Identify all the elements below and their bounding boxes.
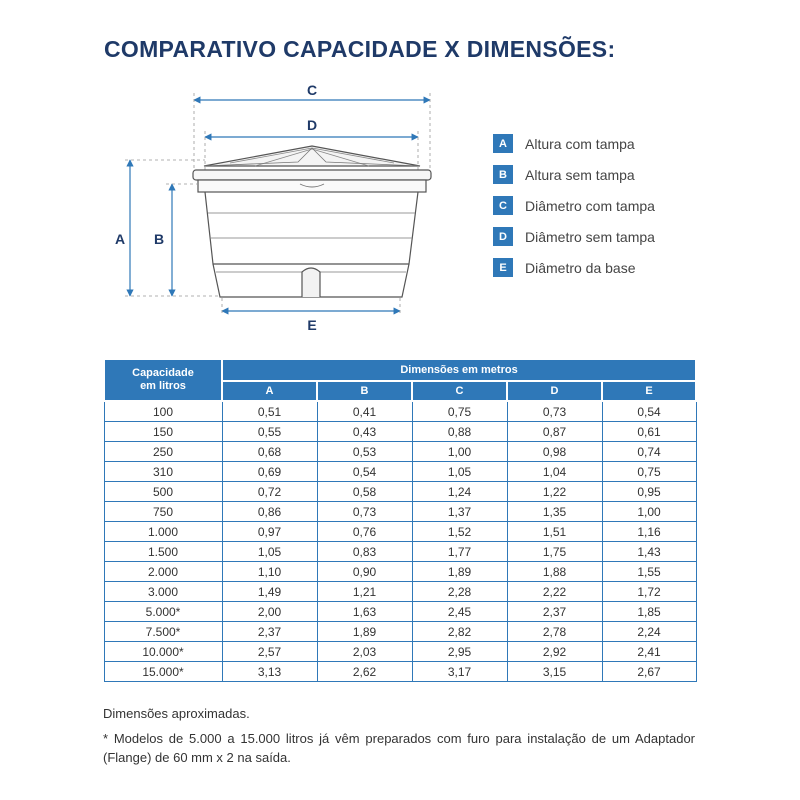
- table-row: [104, 522, 696, 542]
- dimension-cell-e: 0,61: [602, 422, 696, 442]
- capacity-cell: 750: [104, 502, 222, 522]
- legend-item-b: [493, 165, 655, 184]
- dimension-cell-a: 0,72: [222, 482, 317, 502]
- dimension-cell-e: 1,85: [602, 602, 696, 622]
- dimension-cell-d: 1,51: [507, 522, 602, 542]
- legend-text: Altura com tampa: [525, 135, 635, 152]
- legend-item-e: [493, 258, 655, 277]
- table-body: [104, 401, 696, 682]
- dimension-cell-d: 3,15: [507, 662, 602, 682]
- capacity-cell: 250: [104, 442, 222, 462]
- dimension-cell-c: 0,75: [412, 401, 507, 422]
- dimension-cell-d: 2,37: [507, 602, 602, 622]
- table-row: [104, 582, 696, 602]
- capacity-cell: 150: [104, 422, 222, 442]
- dimension-cell-b: 1,21: [317, 582, 412, 602]
- dimension-cell-e: 1,00: [602, 502, 696, 522]
- dimension-cell-d: 0,87: [507, 422, 602, 442]
- legend-letter: D: [493, 227, 513, 246]
- dimension-cell-e: 1,72: [602, 582, 696, 602]
- dimension-label-e: E: [307, 317, 317, 333]
- dimension-cell-c: 1,77: [412, 542, 507, 562]
- dimension-cell-b: 0,54: [317, 462, 412, 482]
- legend-letter: B: [493, 165, 513, 184]
- legend-item-c: [493, 196, 655, 215]
- dimension-cell-d: 1,04: [507, 462, 602, 482]
- dimension-cell-b: 1,89: [317, 622, 412, 642]
- dimension-cell-e: 1,43: [602, 542, 696, 562]
- capacity-cell: 100: [104, 401, 222, 422]
- dimension-cell-b: 0,76: [317, 522, 412, 542]
- dimension-cell-b: 0,73: [317, 502, 412, 522]
- table-row: [104, 502, 696, 522]
- dimension-label-d: D: [306, 117, 318, 133]
- capacity-cell: 310: [104, 462, 222, 482]
- capacity-cell: 7.500*: [104, 622, 222, 642]
- capacity-cell: 500: [104, 482, 222, 502]
- dimension-cell-c: 1,52: [412, 522, 507, 542]
- legend-text: Diâmetro da base: [525, 259, 636, 276]
- dimension-cell-a: 2,37: [222, 622, 317, 642]
- dimension-cell-b: 0,43: [317, 422, 412, 442]
- capacity-cell: 3.000: [104, 582, 222, 602]
- dimension-cell-e: 0,95: [602, 482, 696, 502]
- tank-drawing: [193, 146, 431, 297]
- dimension-cell-c: 0,88: [412, 422, 507, 442]
- legend-text: Diâmetro sem tampa: [525, 228, 655, 245]
- table-row: [104, 482, 696, 502]
- dimension-cell-c: 1,24: [412, 482, 507, 502]
- legend: [493, 134, 655, 289]
- dimension-cell-a: 0,55: [222, 422, 317, 442]
- dimension-cell-a: 0,51: [222, 401, 317, 422]
- dimension-cell-b: 0,53: [317, 442, 412, 462]
- approx-note: Dimensões aproximadas.: [103, 706, 250, 721]
- table-row: [104, 622, 696, 642]
- dimension-cell-c: 1,37: [412, 502, 507, 522]
- dimension-cell-a: 0,69: [222, 462, 317, 482]
- legend-item-d: [493, 227, 655, 246]
- column-header-e: E: [602, 381, 696, 401]
- dimension-cell-d: 0,73: [507, 401, 602, 422]
- dimension-cell-d: 1,22: [507, 482, 602, 502]
- dimension-cell-e: 0,75: [602, 462, 696, 482]
- models-note: * Modelos de 5.000 a 15.000 litros já vêm preparados com furo para instalação de um Adaptador (Flange) de 60 mm x 2 na saída.: [103, 731, 695, 765]
- dimension-cell-c: 2,82: [412, 622, 507, 642]
- dimension-cell-c: 1,89: [412, 562, 507, 582]
- capacity-cell: 10.000*: [104, 642, 222, 662]
- tank-diagram: [100, 75, 440, 340]
- dimension-cell-d: 2,78: [507, 622, 602, 642]
- column-header-a: A: [222, 381, 317, 401]
- dimension-cell-b: 0,83: [317, 542, 412, 562]
- table-row: [104, 422, 696, 442]
- table-row: [104, 442, 696, 462]
- legend-text: Diâmetro com tampa: [525, 197, 655, 214]
- column-header-d: D: [507, 381, 602, 401]
- capacity-header-text: Capacidade em litros: [132, 367, 194, 392]
- capacity-header: [104, 359, 222, 401]
- capacity-cell: 5.000*: [104, 602, 222, 622]
- dimension-cell-a: 0,86: [222, 502, 317, 522]
- dimension-cell-d: 1,88: [507, 562, 602, 582]
- page-title: COMPARATIVO CAPACIDADE X DIMENSÕES:: [104, 36, 616, 62]
- legend-letter: C: [493, 196, 513, 215]
- dimension-cell-e: 0,74: [602, 442, 696, 462]
- dimension-cell-d: 1,75: [507, 542, 602, 562]
- legend-item-a: [493, 134, 655, 153]
- capacity-cell: 15.000*: [104, 662, 222, 682]
- capacity-cell: 1.500: [104, 542, 222, 562]
- capacity-cell: 2.000: [104, 562, 222, 582]
- dimension-cell-c: 3,17: [412, 662, 507, 682]
- column-header-c: C: [412, 381, 507, 401]
- table-row: [104, 662, 696, 682]
- dimension-cell-c: 2,95: [412, 642, 507, 662]
- dimension-label-a: A: [114, 231, 126, 247]
- dimension-cell-a: 2,57: [222, 642, 317, 662]
- dimension-cell-d: 1,35: [507, 502, 602, 522]
- dimension-cell-e: 2,67: [602, 662, 696, 682]
- dimension-cell-a: 2,00: [222, 602, 317, 622]
- dimension-label-c: C: [306, 82, 318, 98]
- dimension-cell-e: 1,55: [602, 562, 696, 582]
- dimension-cell-c: 2,28: [412, 582, 507, 602]
- dimension-cell-d: 2,22: [507, 582, 602, 602]
- dimension-cell-c: 1,00: [412, 442, 507, 462]
- dimension-cell-b: 1,63: [317, 602, 412, 622]
- dimension-cell-b: 0,41: [317, 401, 412, 422]
- dimension-cell-a: 1,05: [222, 542, 317, 562]
- table-row: [104, 562, 696, 582]
- dimension-cell-b: 0,58: [317, 482, 412, 502]
- dimension-cell-e: 2,24: [602, 622, 696, 642]
- dimension-cell-d: 2,92: [507, 642, 602, 662]
- legend-letter: E: [493, 258, 513, 277]
- legend-letter: A: [493, 134, 513, 153]
- dimension-label-b: B: [153, 231, 165, 247]
- dimension-cell-a: 3,13: [222, 662, 317, 682]
- column-header-b: B: [317, 381, 412, 401]
- dimension-cell-a: 1,10: [222, 562, 317, 582]
- dimension-cell-e: 1,16: [602, 522, 696, 542]
- capacity-cell: 1.000: [104, 522, 222, 542]
- table-row: [104, 462, 696, 482]
- dimension-cell-b: 0,90: [317, 562, 412, 582]
- dimension-cell-b: 2,03: [317, 642, 412, 662]
- dimension-cell-c: 2,45: [412, 602, 507, 622]
- dimension-cell-d: 0,98: [507, 442, 602, 462]
- table-row: [104, 401, 696, 422]
- dimension-cell-a: 1,49: [222, 582, 317, 602]
- dimension-cell-e: 0,54: [602, 401, 696, 422]
- table-row: [104, 642, 696, 662]
- dimension-cell-a: 0,68: [222, 442, 317, 462]
- dimensions-table: [103, 358, 697, 682]
- dimension-cell-c: 1,05: [412, 462, 507, 482]
- dimensions-group-header: Dimensões em metros: [222, 359, 696, 381]
- legend-text: Altura sem tampa: [525, 166, 635, 183]
- table-row: [104, 542, 696, 562]
- table-row: [104, 602, 696, 622]
- dimension-cell-a: 0,97: [222, 522, 317, 542]
- dimension-cell-e: 2,41: [602, 642, 696, 662]
- dimension-cell-b: 2,62: [317, 662, 412, 682]
